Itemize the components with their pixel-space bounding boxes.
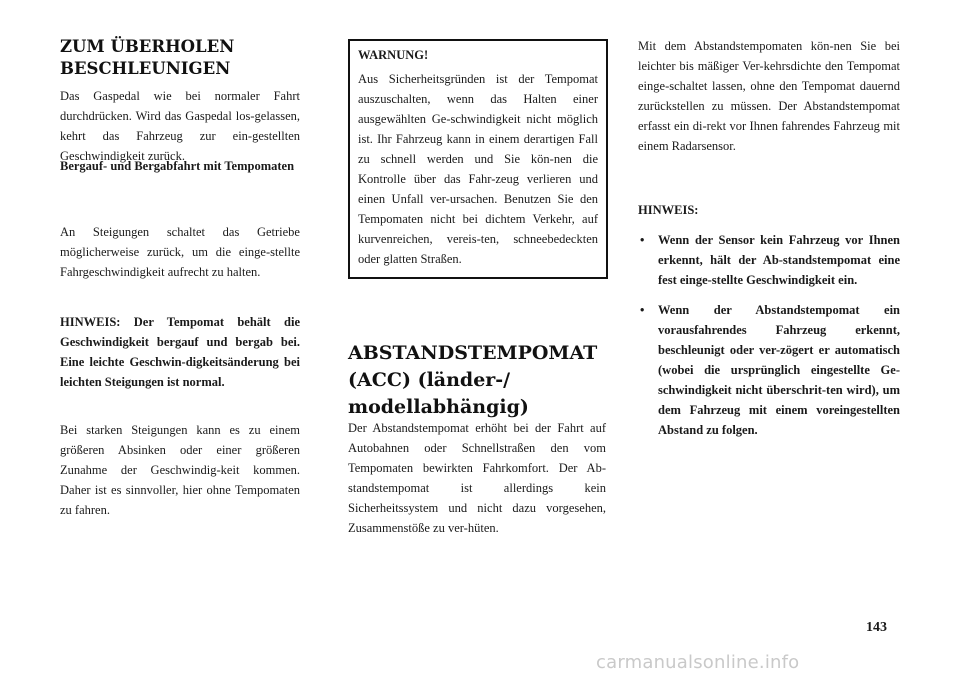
- bullet-icon: •: [640, 233, 645, 247]
- note-hill-driving: HINWEIS: Der Tempomat behält die Geschwindigkeit bergauf und bergab bei. Eine leichte Geschwin-digkeitsänderung bei leichten Steigungen ist normal.: [60, 315, 300, 389]
- paragraph-acc-intro: Der Abstandstempomat erhöht bei der Fahrt auf Autobahnen oder Schnellstraßen den vom Tempomaten bewirkten Fahrkomfort. Der Ab-standstempomat ist allerdings kein Sicherheitssystem und nicht dazu vorgesehen, Zusammenstöße zu ver-hüten.: [348, 421, 606, 535]
- warning-box: [348, 39, 608, 279]
- section-heading-acc: ABSTANDSTEMPOMAT (ACC) (länder-/ modellabhängig): [348, 342, 598, 418]
- paragraph-steep-slopes: Bei starken Steigungen kann es zu einem größeren Absinken oder einer größeren Zunahme der Geschwindig-keit kommen. Daher ist es sinnvoller, hier ohne Tempomaten zu fahren.: [60, 423, 300, 517]
- page-number: 143: [866, 620, 887, 635]
- paragraph-overtake: Das Gaspedal wie bei normaler Fahrt durchdrücken. Wird das Gaspedal los-gelassen, kehrt das Fahrzeug zur ein-gestellten Geschwindigkeit zurück.: [60, 89, 300, 163]
- watermark: carmanualsonline.info: [596, 652, 800, 673]
- subheading-hill-driving: Bergauf- und Bergabfahrt mit Tempomaten: [60, 159, 295, 173]
- paragraph-acc-description: Mit dem Abstandstempomaten kön-nen Sie bei leichter bis mäßiger Ver-kehrsdichte den Tempomat einge-schaltet lassen, ohne den Tempomat dauernd zurückstellen zu müssen. Der Abstandstempomat erfasst ein di-rekt vor Ihnen fahrendes Fahrzeug mit einem Radarsensor.: [638, 39, 900, 153]
- bullet-text: Wenn der Abstandstempomat ein vorausfahrendes Fahrzeug erkennt, beschleunigt oder ver-zögert er automatisch (wobei die ursprünglich eingestellte Ge-schwindigkeit nicht überschrit-ten wird), um dem Fahrzeug mit einem voreingestellten Abstand zu folgen.: [658, 303, 900, 437]
- note-bullet-list: [638, 230, 900, 450]
- note-label: HINWEIS:: [638, 203, 699, 217]
- section-heading-overtake: ZUM ÜBERHOLEN BESCHLEUNIGEN: [60, 37, 235, 78]
- warning-text: Aus Sicherheitsgründen ist der Tempomat auszuschalten, wenn das Halten einer ausgewählten Ge-schwindigkeit nicht möglich ist. Ihr Fahrzeug kann in einem derartigen Fall zu schnell werden und Sie kön-nen die Kontrolle über das Fahr-zeug verlieren und einen Unfall ver-ursachen. Benutzen Sie den Tempomaten nicht bei dichtem Verkehr, auf kurvenreichen, vereis-ten, schneebedeckten oder glatten Straßen.: [358, 72, 598, 266]
- bullet-text: Wenn der Sensor kein Fahrzeug vor Ihnen erkennt, hält der Ab-standstempomat eine fest einge-stellte Geschwindigkeit ein.: [658, 233, 900, 287]
- bullet-icon: •: [640, 303, 645, 317]
- warning-title: WARNUNG!: [358, 48, 429, 62]
- list-item: [638, 300, 900, 440]
- paragraph-hill-driving: An Steigungen schaltet das Getriebe möglicherweise zurück, um die einge-stellte Fahrgeschwindigkeit aufrecht zu halten.: [60, 225, 300, 279]
- list-item: [638, 230, 900, 290]
